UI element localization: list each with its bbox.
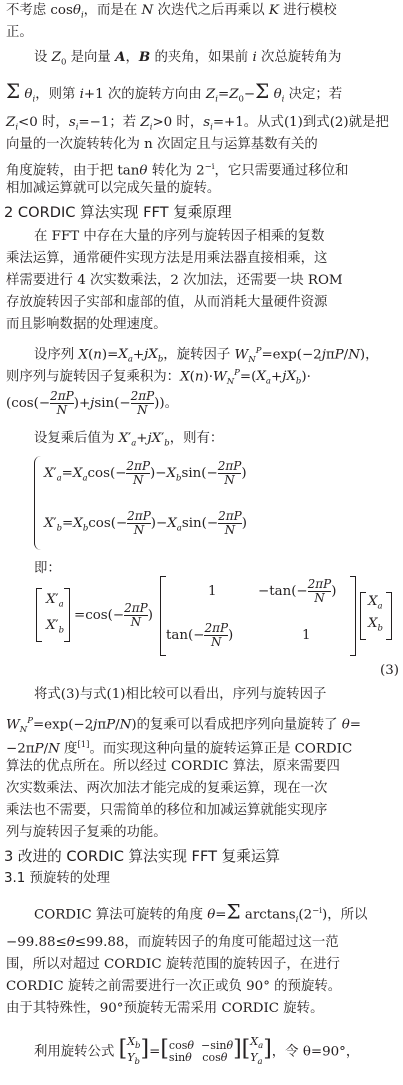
text-line: 设复乘后值为 $X'_a+jX'_b$，则有： bbox=[34, 431, 224, 449]
section-heading: 2 CORDIC 算法实现 FFT 复乘原理 bbox=[4, 204, 232, 221]
text-line: $Z_i<0$ 时，$s_i=-1$；若 $Z_i>0$ 时，$s_i=+1$。从式(1)到式(2)就是把 bbox=[6, 115, 389, 133]
matrix-bracket-left bbox=[360, 592, 366, 640]
matrix-cos-factor: $=\cos(-\frac{2\pi P}{N}$ ) bbox=[74, 601, 153, 629]
text-line: 利用旋转公式 [$X_b$ $Y_b]=[\cos\theta -\sin\theta$ sinθ cosθ ][$X_a$ $Y_a$]，令 θ=90°， bbox=[34, 1035, 360, 1068]
text-line: 在 FFT 中存在大量的序列与旋转因子相乘的复数 bbox=[34, 229, 325, 244]
text-line: Σ $\theta_i$，则第 i+1 次的旋转方向由 $Z_i=Z_0-\Sigma$ $\theta_i$ 决定；若 bbox=[6, 79, 343, 105]
text-line: 设 $Z_0$ 是向量 A，B 的夹角，如果前 i 次总旋转角为 bbox=[34, 49, 342, 68]
text-line: 而且影响数据的处理速度。 bbox=[6, 317, 167, 332]
matrix-cell-21: $\tan(-\frac{2\pi P}{N}$ ) bbox=[166, 621, 234, 649]
text-line: 不考虑 cosθ$_i$，而是在 N 次迭代之后再乘以 K 进行模校 bbox=[6, 3, 337, 21]
matrix-rhs-xa: $X_a$ bbox=[368, 594, 383, 612]
text-line: 由于其特殊性，90°预旋转无需采用 CORDIC 旋转。 bbox=[6, 1001, 324, 1016]
equation-xb: $X'_b=X_b\cos(-\frac{2\pi P}{N}$ )$-X_a\sin(-\frac{2\pi P}{N}$ ) bbox=[44, 509, 247, 537]
text-line: 将式(3)与式(1)相比较可以看出，序列与旋转因子 bbox=[34, 687, 327, 702]
equation-xa: $X'_a=X_a\cos(-\frac{2\pi P}{N}$ )$-X_b\sin(-\frac{2\pi P}{N}$ ) bbox=[44, 459, 247, 487]
text-line: 乘法运算，通常硬件实现方法是用乘法器直接相乘，这 bbox=[6, 251, 328, 266]
text-line: −99.88≤θ≤99.88，而旋转因子的角度可能超过这一范 bbox=[6, 935, 339, 950]
text-line: 乘法也不需要，只需简单的移位和加减运算就能实现序 bbox=[6, 803, 328, 818]
text-line: 样需要进行 4 次实数乘法，2 次加法，还需要一块 ROM bbox=[6, 273, 343, 288]
matrix-cell-22: 1 bbox=[302, 628, 311, 643]
text-line: 存放旋转因子实部和虚部的值，从而消耗大量硬件资源 bbox=[6, 295, 328, 310]
text-line: CORDIC 算法可旋转的角度 θ=Σ $\arctan s_i(2^{-i})$，所以 bbox=[34, 899, 368, 926]
equation-brace bbox=[34, 456, 41, 550]
text-line: 围，所以对超过 CORDIC 旋转范围的旋转因子，在进行 bbox=[6, 957, 340, 972]
equation-number: (3) bbox=[380, 663, 399, 678]
text-line: 角度旋转，由于把 tanθ 转化为 $2^{-i}$，它只需要通过移位和 bbox=[6, 162, 349, 179]
text-line: 次实数乘法、两次加法才能完成的复乘运算，现在一次 bbox=[6, 781, 328, 796]
matrix-bracket-right bbox=[64, 588, 70, 642]
text-line: 则序列与旋转因子复乘积为：$X(n)\cdot W_N^P=(X_a+jX_b)\cdot$ bbox=[6, 368, 311, 388]
text-line: ($\cos(-\frac{2\pi P}{N}$ )$+jsin(-\frac{2\pi P}{N}$ ))。 bbox=[6, 389, 179, 417]
text-line: 列与旋转因子复乘的功能。 bbox=[6, 825, 167, 840]
text-line: 设序列 $X(n)=X_a+jX_b$，旋转因子 $W_N^P=\exp(-2j\pi P/N)$， bbox=[34, 346, 379, 366]
matrix-bracket-left bbox=[36, 588, 42, 642]
matrix-bracket-right bbox=[350, 576, 356, 656]
text-line: 算法的优点所在。所以经过 CORDIC 算法，原来需要四 bbox=[6, 759, 340, 774]
matrix-lhs-xb: $X'_b$ bbox=[46, 618, 65, 636]
matrix-rhs-xb: $X_b$ bbox=[368, 616, 383, 634]
text-line: 相加减运算就可以完成矢量的旋转。 bbox=[6, 181, 221, 196]
matrix-cell-12: $-\tan(-\frac{2\pi P}{N}$ ) bbox=[258, 577, 337, 605]
text-line: 向量的一次旋转转化为 n 次固定且与运算基数有关的 bbox=[6, 137, 318, 152]
text-line: CORDIC 旋转之前需要进行一次正或负 90° 的预旋转。 bbox=[6, 979, 342, 994]
text-line: $W_N^P=\exp(-2j\pi P/N)$的复乘可以看成把序列向量旋转了 θ= bbox=[6, 716, 362, 736]
section-heading: 3 改进的 CORDIC 算法实现 FFT 复乘运算 bbox=[4, 848, 281, 865]
matrix-bracket-right bbox=[386, 592, 392, 640]
matrix-cell-11: 1 bbox=[208, 584, 217, 599]
text-line: 即： bbox=[34, 561, 61, 576]
text-line: 正。 bbox=[6, 25, 33, 40]
text-line: −2πP/N 度[1]。而实现这种向量的旋转运算正是 CORDIC bbox=[6, 740, 353, 757]
matrix-lhs-xa: $X'_a$ bbox=[46, 592, 64, 610]
sub-heading: 3.1 预旋转的处理 bbox=[4, 871, 110, 886]
